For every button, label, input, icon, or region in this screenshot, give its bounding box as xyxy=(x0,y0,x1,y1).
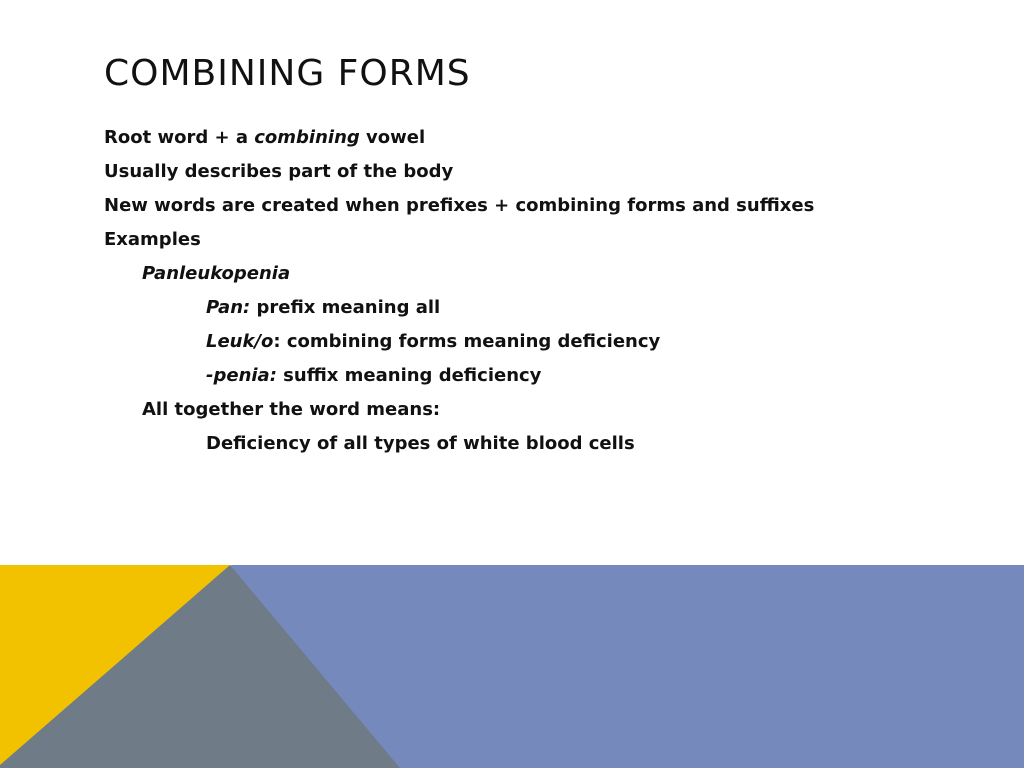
prefix-term: Pan: xyxy=(206,297,251,318)
combining-emphasis: combining xyxy=(254,127,360,148)
suffix-definition xyxy=(104,365,894,387)
combining-form-definition xyxy=(104,331,894,353)
combining-form-meaning: : combining forms meaning deficiency xyxy=(273,331,661,352)
bullet-examples: Examples xyxy=(104,229,201,250)
prefix-meaning: prefix meaning all xyxy=(250,297,441,318)
suffix-meaning: suffix meaning deficiency xyxy=(276,365,542,386)
slide-body xyxy=(104,127,894,467)
prefix-definition xyxy=(104,297,894,319)
suffix-term: -penia: xyxy=(206,365,277,386)
bullet-new-words: New words are created when prefixes + combining forms and suffixes xyxy=(104,195,815,216)
decorative-footer-shapes xyxy=(0,565,1024,768)
slide-title: COMBINING FORMS xyxy=(104,53,471,94)
bullet-root-word xyxy=(104,127,894,149)
vowel-text: vowel xyxy=(359,127,426,148)
bullet-all-together: All together the word means: xyxy=(142,399,441,420)
word-definition: Deficiency of all types of white blood cells xyxy=(206,433,635,454)
root-word-text: Root word + a xyxy=(104,127,255,148)
bullet-usually: Usually describes part of the body xyxy=(104,161,454,182)
example-term: Panleukopenia xyxy=(142,263,291,284)
combining-form-term: Leuk/o xyxy=(206,331,274,352)
